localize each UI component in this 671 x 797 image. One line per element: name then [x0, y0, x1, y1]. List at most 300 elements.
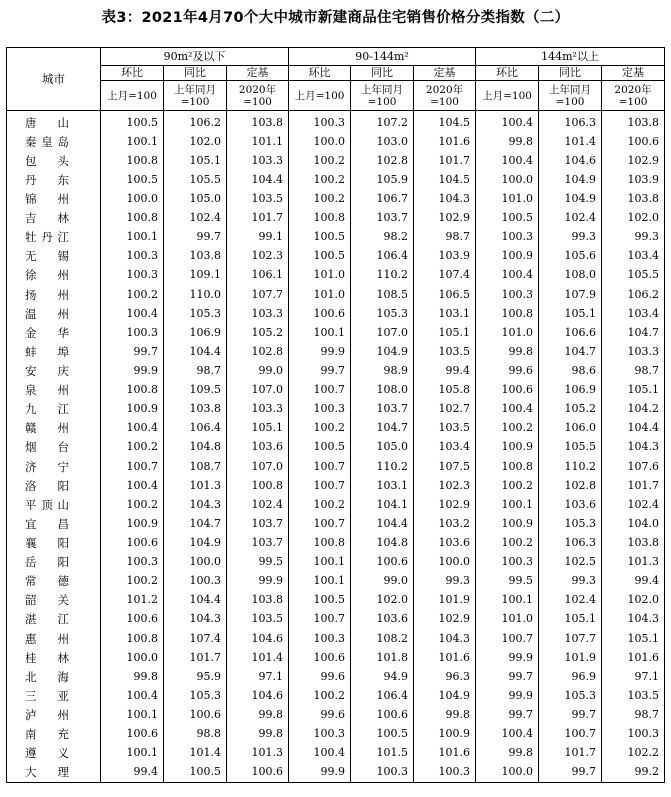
- index-value-cell: 103.7: [351, 209, 414, 228]
- index-value-cell: 99.9: [476, 686, 539, 705]
- index-value-cell: 103.5: [227, 189, 289, 208]
- index-value-cell: 103.8: [602, 533, 665, 552]
- city-name: 唐 山: [25, 115, 69, 130]
- index-value-cell: 103.8: [602, 189, 665, 208]
- table-row: [7, 686, 665, 705]
- index-value-cell: 103.7: [227, 514, 289, 533]
- city-cell: [7, 610, 101, 629]
- index-value-cell: 103.3: [602, 342, 665, 361]
- sub-header-mom: 环比: [289, 66, 351, 81]
- index-value-cell: 100.8: [227, 476, 289, 495]
- index-value-cell: 107.2: [351, 111, 414, 133]
- index-value-cell: 104.9: [414, 686, 476, 705]
- city-cell: [7, 533, 101, 552]
- index-value-cell: 102.4: [539, 209, 602, 228]
- index-value-cell: 100.3: [602, 725, 665, 744]
- index-value-cell: 102.7: [414, 400, 476, 419]
- city-cell: [7, 438, 101, 457]
- index-value-cell: 100.1: [289, 323, 351, 342]
- index-value-cell: 100.9: [476, 247, 539, 266]
- table-row: [7, 667, 665, 686]
- index-value-cell: 99.4: [414, 361, 476, 380]
- index-value-cell: 100.9: [476, 438, 539, 457]
- table-row: [7, 610, 665, 629]
- index-value-cell: 100.3: [164, 572, 227, 591]
- index-value-cell: 100.1: [101, 228, 164, 247]
- index-value-cell: 105.1: [539, 304, 602, 323]
- index-value-cell: 103.4: [602, 247, 665, 266]
- city-cell: [7, 591, 101, 610]
- city-name: 吉 林: [25, 211, 69, 226]
- index-value-cell: 99.9: [227, 572, 289, 591]
- city-cell: [7, 285, 101, 304]
- index-value-cell: 101.6: [414, 744, 476, 763]
- index-value-cell: 104.4: [602, 419, 665, 438]
- sub-header-yoy: 同比: [164, 66, 227, 81]
- table-row: [7, 400, 665, 419]
- index-value-cell: 99.7: [101, 342, 164, 361]
- index-value-cell: 100.1: [476, 495, 539, 514]
- index-value-cell: 99.8: [476, 132, 539, 151]
- index-value-cell: 101.9: [539, 648, 602, 667]
- index-value-cell: 106.9: [539, 381, 602, 400]
- index-value-cell: 100.3: [476, 285, 539, 304]
- index-value-cell: 104.8: [164, 438, 227, 457]
- city-cell: [7, 629, 101, 648]
- table-row: [7, 553, 665, 572]
- city-name: 韶 关: [25, 593, 69, 608]
- index-value-cell: 104.4: [227, 170, 289, 189]
- table-row: [7, 323, 665, 342]
- index-value-cell: 99.8: [476, 342, 539, 361]
- index-value-cell: 103.6: [351, 610, 414, 629]
- index-value-cell: 106.4: [351, 686, 414, 705]
- index-value-cell: 104.6: [539, 151, 602, 170]
- index-value-cell: 100.3: [476, 228, 539, 247]
- index-value-cell: 101.0: [289, 285, 351, 304]
- index-value-cell: 102.0: [351, 591, 414, 610]
- group-header-small: 90m²及以下: [101, 48, 289, 66]
- index-value-cell: 100.2: [289, 170, 351, 189]
- column-header-city: 城市: [7, 48, 101, 111]
- index-value-cell: 100.0: [164, 553, 227, 572]
- index-value-cell: 105.1: [602, 381, 665, 400]
- sub-header-mom: 环比: [101, 66, 164, 81]
- sub-header-fixed: 定基: [227, 66, 289, 81]
- city-cell: [7, 111, 101, 133]
- index-value-cell: 102.3: [227, 247, 289, 266]
- city-name: 安 庆: [25, 363, 69, 378]
- basis-header-fixed: 2020年=100: [602, 81, 665, 111]
- index-value-cell: 105.1: [414, 323, 476, 342]
- basis-header-fixed: 2020年=100: [227, 81, 289, 111]
- index-value-cell: 100.2: [289, 151, 351, 170]
- index-value-cell: 109.5: [164, 381, 227, 400]
- index-value-cell: 103.3: [227, 400, 289, 419]
- city-name: 三 亚: [25, 688, 69, 703]
- index-value-cell: 100.9: [101, 400, 164, 419]
- city-cell: [7, 725, 101, 744]
- index-value-cell: 101.3: [164, 476, 227, 495]
- index-value-cell: 100.4: [101, 476, 164, 495]
- group-header-medium: 90-144m²: [289, 48, 476, 66]
- index-value-cell: 106.0: [539, 419, 602, 438]
- index-value-cell: 100.5: [101, 111, 164, 133]
- table-row: [7, 285, 665, 304]
- index-value-cell: 104.3: [602, 438, 665, 457]
- index-value-cell: 99.7: [476, 667, 539, 686]
- city-name: 徐 州: [25, 268, 69, 283]
- city-cell: [7, 381, 101, 400]
- city-cell: [7, 304, 101, 323]
- group-header-large: 144m²以上: [476, 48, 665, 66]
- index-value-cell: 100.0: [101, 189, 164, 208]
- basis-header-mom: 上月=100: [476, 81, 539, 111]
- sub-header-fixed: 定基: [414, 66, 476, 81]
- index-value-cell: 101.7: [227, 209, 289, 228]
- index-value-cell: 103.1: [351, 476, 414, 495]
- index-value-cell: 105.3: [539, 514, 602, 533]
- table-row: [7, 170, 665, 189]
- index-value-cell: 110.2: [539, 457, 602, 476]
- index-value-cell: 104.9: [351, 342, 414, 361]
- table-row: [7, 763, 665, 783]
- table-row: [7, 132, 665, 151]
- city-name: 泸 州: [25, 707, 69, 722]
- city-name: 遵 义: [25, 746, 69, 761]
- index-value-cell: 106.3: [539, 111, 602, 133]
- index-value-cell: 100.3: [289, 629, 351, 648]
- city-cell: [7, 648, 101, 667]
- city-cell: [7, 553, 101, 572]
- index-value-cell: 101.4: [227, 648, 289, 667]
- index-value-cell: 103.5: [602, 686, 665, 705]
- index-value-cell: 100.4: [289, 744, 351, 763]
- index-value-cell: 101.0: [476, 189, 539, 208]
- index-value-cell: 99.6: [289, 705, 351, 724]
- index-value-cell: 100.7: [289, 514, 351, 533]
- index-value-cell: 104.6: [227, 686, 289, 705]
- index-value-cell: 100.5: [101, 170, 164, 189]
- index-value-cell: 104.7: [164, 514, 227, 533]
- sub-header-yoy: 同比: [351, 66, 414, 81]
- table-row: [7, 209, 665, 228]
- city-cell: [7, 361, 101, 380]
- index-value-cell: 99.6: [289, 667, 351, 686]
- index-value-cell: 103.5: [414, 342, 476, 361]
- index-value-cell: 100.1: [101, 132, 164, 151]
- index-value-cell: 101.0: [476, 323, 539, 342]
- index-value-cell: 100.0: [414, 553, 476, 572]
- index-value-cell: 104.3: [414, 189, 476, 208]
- index-value-cell: 100.4: [101, 419, 164, 438]
- index-value-cell: 100.2: [476, 476, 539, 495]
- index-value-cell: 100.5: [289, 228, 351, 247]
- index-value-cell: 96.9: [539, 667, 602, 686]
- table-row: [7, 419, 665, 438]
- index-value-cell: 100.1: [289, 553, 351, 572]
- city-cell: [7, 705, 101, 724]
- index-value-cell: 107.6: [602, 457, 665, 476]
- index-value-cell: 106.2: [164, 111, 227, 133]
- index-value-cell: 107.7: [539, 629, 602, 648]
- table-row: [7, 533, 665, 552]
- table-row: [7, 572, 665, 591]
- sub-header-fixed: 定基: [602, 66, 665, 81]
- index-value-cell: 100.1: [289, 572, 351, 591]
- index-value-cell: 100.5: [289, 247, 351, 266]
- index-value-cell: 103.7: [227, 533, 289, 552]
- index-value-cell: 98.6: [539, 361, 602, 380]
- index-value-cell: 100.9: [101, 514, 164, 533]
- index-value-cell: 100.7: [289, 610, 351, 629]
- index-value-cell: 100.7: [476, 629, 539, 648]
- index-value-cell: 101.7: [414, 151, 476, 170]
- table-row: [7, 304, 665, 323]
- city-name: 温 州: [25, 306, 69, 321]
- city-cell: [7, 247, 101, 266]
- index-value-cell: 108.2: [351, 629, 414, 648]
- index-value-cell: 106.9: [164, 323, 227, 342]
- index-value-cell: 100.4: [101, 304, 164, 323]
- index-value-cell: 100.3: [289, 111, 351, 133]
- city-cell: [7, 400, 101, 419]
- table-row: [7, 476, 665, 495]
- index-value-cell: 102.9: [414, 209, 476, 228]
- city-name: 北 海: [25, 669, 69, 684]
- index-value-cell: 100.5: [164, 763, 227, 783]
- index-value-cell: 108.0: [539, 266, 602, 285]
- city-name: 洛 阳: [25, 478, 69, 493]
- index-value-cell: 100.9: [476, 514, 539, 533]
- index-value-cell: 100.4: [476, 266, 539, 285]
- index-value-cell: 102.8: [227, 342, 289, 361]
- index-value-cell: 99.3: [539, 228, 602, 247]
- city-cell: [7, 686, 101, 705]
- city-name: 锦 州: [25, 191, 69, 206]
- index-value-cell: 105.5: [602, 266, 665, 285]
- index-value-cell: 106.5: [414, 285, 476, 304]
- index-value-cell: 107.4: [414, 266, 476, 285]
- index-value-cell: 100.5: [289, 438, 351, 457]
- index-value-cell: 110.2: [351, 266, 414, 285]
- table-row: [7, 629, 665, 648]
- table-row: [7, 381, 665, 400]
- index-value-cell: 100.2: [101, 285, 164, 304]
- table-row: [7, 457, 665, 476]
- index-value-cell: 101.2: [101, 591, 164, 610]
- index-value-cell: 98.7: [602, 361, 665, 380]
- city-name: 南 充: [25, 727, 69, 742]
- city-cell: [7, 572, 101, 591]
- index-value-cell: 101.5: [351, 744, 414, 763]
- index-value-cell: 100.6: [476, 381, 539, 400]
- city-name: 包 头: [25, 153, 69, 168]
- price-index-table: [6, 47, 665, 783]
- city-name: 秦 皇 岛: [25, 134, 69, 149]
- city-name: 桂 林: [25, 650, 69, 665]
- index-value-cell: 100.7: [289, 476, 351, 495]
- index-value-cell: 99.8: [227, 725, 289, 744]
- index-value-cell: 101.9: [414, 591, 476, 610]
- index-value-cell: 99.9: [289, 763, 351, 783]
- city-cell: [7, 209, 101, 228]
- index-value-cell: 100.7: [539, 725, 602, 744]
- index-value-cell: 100.4: [476, 111, 539, 133]
- index-value-cell: 99.0: [227, 361, 289, 380]
- index-value-cell: 100.3: [101, 266, 164, 285]
- city-name: 蚌 埠: [25, 344, 69, 359]
- index-value-cell: 103.1: [414, 304, 476, 323]
- index-value-cell: 104.3: [602, 610, 665, 629]
- index-value-cell: 99.7: [539, 705, 602, 724]
- index-value-cell: 104.3: [414, 629, 476, 648]
- index-value-cell: 105.1: [602, 629, 665, 648]
- index-value-cell: 100.3: [476, 553, 539, 572]
- index-value-cell: 102.9: [414, 495, 476, 514]
- index-value-cell: 100.9: [414, 725, 476, 744]
- index-value-cell: 100.4: [476, 151, 539, 170]
- index-value-cell: 102.8: [539, 476, 602, 495]
- index-value-cell: 100.4: [476, 725, 539, 744]
- index-value-cell: 104.4: [164, 342, 227, 361]
- city-cell: [7, 132, 101, 151]
- index-value-cell: 106.1: [227, 266, 289, 285]
- index-value-cell: 99.3: [414, 572, 476, 591]
- index-value-cell: 100.6: [164, 705, 227, 724]
- index-value-cell: 101.4: [539, 132, 602, 151]
- city-name: 九 江: [25, 402, 69, 417]
- index-value-cell: 105.1: [164, 151, 227, 170]
- index-value-cell: 104.5: [414, 170, 476, 189]
- index-value-cell: 105.3: [164, 686, 227, 705]
- index-value-cell: 99.8: [227, 705, 289, 724]
- index-value-cell: 104.4: [164, 591, 227, 610]
- index-value-cell: 100.6: [351, 553, 414, 572]
- index-value-cell: 103.9: [414, 247, 476, 266]
- index-value-cell: 101.8: [351, 648, 414, 667]
- table-row: [7, 705, 665, 724]
- sub-header-mom: 环比: [476, 66, 539, 81]
- index-value-cell: 102.4: [164, 209, 227, 228]
- index-value-cell: 100.8: [101, 381, 164, 400]
- index-value-cell: 100.0: [289, 132, 351, 151]
- index-value-cell: 106.4: [351, 247, 414, 266]
- index-value-cell: 100.0: [476, 763, 539, 783]
- index-value-cell: 102.4: [602, 495, 665, 514]
- index-value-cell: 105.3: [164, 304, 227, 323]
- index-value-cell: 100.3: [101, 323, 164, 342]
- basis-header-mom: 上月=100: [289, 81, 351, 111]
- index-value-cell: 105.1: [227, 419, 289, 438]
- index-value-cell: 100.6: [227, 763, 289, 783]
- index-value-cell: 102.2: [602, 744, 665, 763]
- index-value-cell: 100.1: [101, 744, 164, 763]
- city-cell: [7, 514, 101, 533]
- table-row: [7, 744, 665, 763]
- index-value-cell: 100.2: [101, 572, 164, 591]
- index-value-cell: 99.7: [539, 763, 602, 783]
- index-value-cell: 107.7: [227, 285, 289, 304]
- index-value-cell: 100.2: [289, 495, 351, 514]
- index-value-cell: 100.4: [476, 400, 539, 419]
- index-value-cell: 103.3: [227, 151, 289, 170]
- city-name: 襄 阳: [25, 535, 69, 550]
- city-name: 平 顶 山: [25, 497, 69, 512]
- index-value-cell: 98.7: [602, 705, 665, 724]
- index-value-cell: 100.3: [101, 247, 164, 266]
- index-value-cell: 100.5: [289, 591, 351, 610]
- index-value-cell: 105.9: [351, 170, 414, 189]
- index-value-cell: 101.4: [164, 744, 227, 763]
- index-value-cell: 99.8: [101, 667, 164, 686]
- table-row: [7, 725, 665, 744]
- index-value-cell: 106.3: [539, 533, 602, 552]
- city-cell: [7, 266, 101, 285]
- index-value-cell: 104.1: [351, 495, 414, 514]
- index-value-cell: 103.2: [414, 514, 476, 533]
- index-value-cell: 107.0: [227, 457, 289, 476]
- city-name: 泉 州: [25, 383, 69, 398]
- index-value-cell: 101.7: [164, 648, 227, 667]
- index-value-cell: 102.0: [602, 209, 665, 228]
- index-value-cell: 102.0: [164, 132, 227, 151]
- city-name: 常 德: [25, 574, 69, 589]
- index-value-cell: 94.9: [351, 667, 414, 686]
- index-value-cell: 105.0: [351, 438, 414, 457]
- index-value-cell: 95.9: [164, 667, 227, 686]
- table-row: [7, 189, 665, 208]
- basis-header-yoy: 上年同月=100: [539, 81, 602, 111]
- index-value-cell: 99.8: [414, 705, 476, 724]
- index-value-cell: 106.7: [351, 189, 414, 208]
- index-value-cell: 100.1: [101, 705, 164, 724]
- index-value-cell: 100.6: [289, 648, 351, 667]
- index-value-cell: 99.7: [476, 705, 539, 724]
- city-cell: [7, 457, 101, 476]
- index-value-cell: 100.2: [289, 419, 351, 438]
- index-value-cell: 106.4: [164, 419, 227, 438]
- index-value-cell: 110.0: [164, 285, 227, 304]
- index-value-cell: 102.4: [539, 591, 602, 610]
- index-value-cell: 99.9: [101, 361, 164, 380]
- index-value-cell: 100.6: [101, 725, 164, 744]
- city-name: 金 华: [25, 325, 69, 340]
- city-cell: [7, 151, 101, 170]
- table-row: [7, 342, 665, 361]
- index-value-cell: 100.0: [476, 170, 539, 189]
- index-value-cell: 99.8: [476, 744, 539, 763]
- index-value-cell: 105.3: [539, 686, 602, 705]
- index-value-cell: 104.3: [164, 495, 227, 514]
- index-value-cell: 99.9: [289, 342, 351, 361]
- index-value-cell: 103.8: [227, 111, 289, 133]
- index-value-cell: 103.6: [227, 438, 289, 457]
- index-value-cell: 104.5: [414, 111, 476, 133]
- index-value-cell: 100.5: [351, 725, 414, 744]
- index-value-cell: 100.4: [101, 686, 164, 705]
- index-value-cell: 96.3: [414, 667, 476, 686]
- index-value-cell: 105.1: [539, 610, 602, 629]
- index-value-cell: 100.8: [101, 209, 164, 228]
- city-name: 济 宁: [25, 459, 69, 474]
- table-row: [7, 247, 665, 266]
- index-value-cell: 104.6: [227, 629, 289, 648]
- index-value-cell: 104.7: [351, 419, 414, 438]
- index-value-cell: 100.3: [351, 763, 414, 783]
- index-value-cell: 101.6: [414, 132, 476, 151]
- index-value-cell: 99.7: [164, 228, 227, 247]
